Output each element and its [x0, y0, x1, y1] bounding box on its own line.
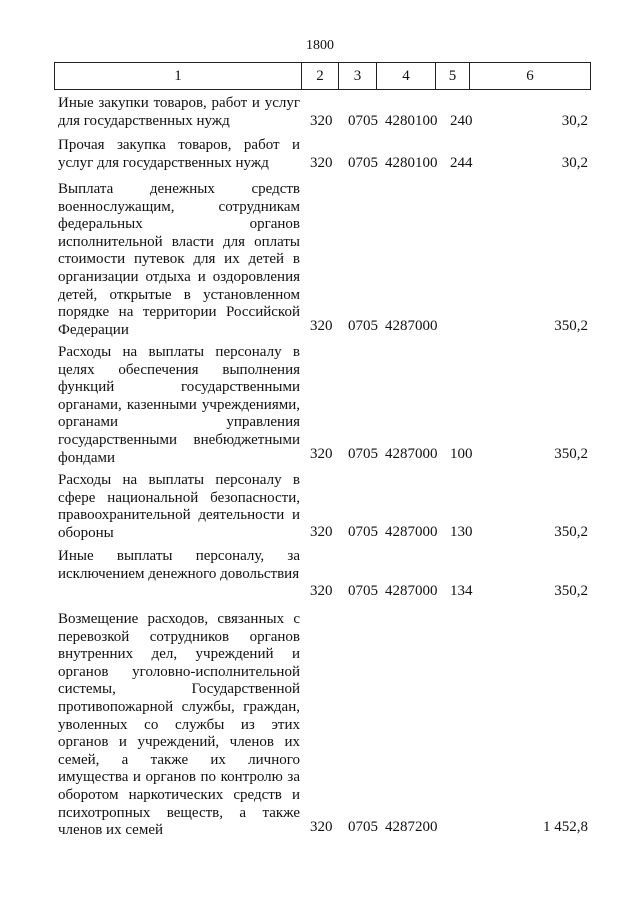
- header-col-1: 1: [55, 63, 302, 90]
- page-number: 1800: [306, 38, 334, 53]
- row-col-4: 4280100: [385, 155, 438, 172]
- row-col-5: 134: [450, 583, 473, 600]
- row-col-4: 4287000: [385, 524, 438, 541]
- header-col-6: 6: [470, 63, 591, 90]
- row-col-2: 320: [310, 155, 333, 172]
- table-row: [58, 548, 588, 601]
- header-col-4: 4: [377, 63, 436, 90]
- table-header: [54, 62, 591, 90]
- table-row: [58, 611, 588, 837]
- row-col-3: 0705: [348, 583, 378, 600]
- row-col-2: 320: [310, 819, 333, 836]
- row-col-5: 100: [450, 446, 473, 463]
- row-col-5: 244: [450, 155, 473, 172]
- row-col-4: 4287200: [385, 819, 438, 836]
- row-col-6: 1 452,8: [543, 819, 588, 836]
- row-col-6: 30,2: [561, 155, 588, 172]
- row-name: Прочая закупка товаров, работ и услуг для государственных нужд: [58, 137, 300, 171]
- table-row: [58, 472, 588, 542]
- row-col-6: 30,2: [561, 113, 588, 130]
- row-name: Расходы на выплаты персоналу в сфере национальной безопасности, правоохранительной деятельности и обороны: [58, 472, 300, 541]
- row-col-6: 350,2: [554, 583, 588, 600]
- table-row: [58, 181, 588, 336]
- row-col-3: 0705: [348, 819, 378, 836]
- row-col-5: 240: [450, 113, 473, 130]
- row-col-2: 320: [310, 583, 333, 600]
- row-col-4: 4287000: [385, 446, 438, 463]
- header-col-3: 3: [339, 63, 377, 90]
- header-col-5: 5: [436, 63, 470, 90]
- row-col-2: 320: [310, 318, 333, 335]
- row-col-3: 0705: [348, 446, 378, 463]
- table-row: [58, 137, 588, 173]
- row-name: Иные закупки товаров, работ и услуг для государственных нужд: [58, 95, 300, 129]
- row-col-6: 350,2: [554, 446, 588, 463]
- row-col-3: 0705: [348, 155, 378, 172]
- row-col-3: 0705: [348, 524, 378, 541]
- row-col-2: 320: [310, 446, 333, 463]
- row-col-2: 320: [310, 113, 333, 130]
- table-row: [58, 344, 588, 464]
- row-col-3: 0705: [348, 113, 378, 130]
- header-col-2: 2: [302, 63, 339, 90]
- row-name: Возмещение расходов, связанных с перевозкой сотрудников органов внутренних дел, учреждений и органов уголовно-исполнительной системы, Государственной противопожарной службы, граждан, уволенных со службы из этих органов и учреждений, членов их семей, а также их личного имущества и органов по контролю за оборотом наркотических средств и психотропных веществ, а также членов их семей: [58, 611, 300, 839]
- row-col-3: 0705: [348, 318, 378, 335]
- row-col-4: 4280100: [385, 113, 438, 130]
- row-name: Выплата денежных средств военнослужащим, сотрудникам федеральных органов исполнительной власти для оплаты стоимости путевок для их детей в организации отдыха и оздоровления детей, открытые в установленном порядке на территории Российской Федерации: [58, 181, 300, 338]
- row-name: Расходы на выплаты персоналу в целях обеспечения выполнения функций государственными органами, казенными учреждениями, органами управления государственными внебюджетными фондами: [58, 344, 300, 466]
- row-col-6: 350,2: [554, 524, 588, 541]
- row-col-6: 350,2: [554, 318, 588, 335]
- row-col-4: 4287000: [385, 318, 438, 335]
- row-col-5: 130: [450, 524, 473, 541]
- table-row: [58, 95, 588, 131]
- row-name: Иные выплаты персоналу, за исключением денежного довольствия: [58, 548, 300, 582]
- row-col-2: 320: [310, 524, 333, 541]
- row-col-4: 4287000: [385, 583, 438, 600]
